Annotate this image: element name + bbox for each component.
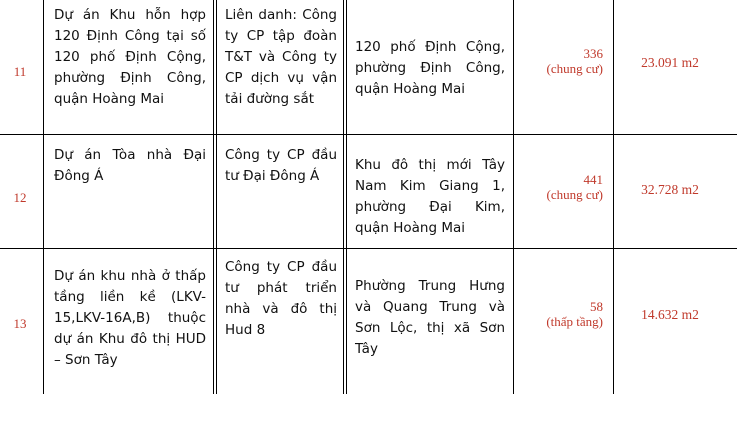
investor-name: Liên danh: Công ty CP tập đoàn T&T và Công ty CP dịch vụ vận tải đường sắt <box>225 7 337 107</box>
row-divider <box>0 248 737 249</box>
unit-count <box>523 299 603 329</box>
unit-count-value: 441 <box>583 172 603 187</box>
row-divider <box>0 134 737 135</box>
project-location: Khu đô thị mới Tây Nam Kim Giang 1, phường Đại Kim, quận Hoàng Mai <box>355 157 505 236</box>
unit-count-value: 58 <box>590 299 603 314</box>
column-divider <box>43 0 44 394</box>
column-divider <box>513 0 514 394</box>
row-number: 12 <box>13 190 27 205</box>
land-area: 23.091 m2 <box>641 55 699 70</box>
unit-count <box>523 172 603 202</box>
column-divider <box>213 0 217 394</box>
project-name: Dự án Khu hỗn hợp 120 Định Công tại số 120 phố Định Cộng, phường Định Công, quận Hoàng Mai <box>54 7 206 107</box>
project-name: Dự án Tòa nhà Đại Đông Á <box>54 147 206 184</box>
investor-name: Công ty CP đầu tư Đại Đông Á <box>225 147 337 184</box>
project-location: Phường Trung Hưng và Quang Trung và Sơn Lộc, thị xã Sơn Tây <box>355 278 505 357</box>
land-area: 32.728 m2 <box>641 182 699 197</box>
land-area: 14.632 m2 <box>641 307 699 322</box>
unit-type: (chung cư) <box>546 187 603 202</box>
unit-type: (thấp tầng) <box>546 314 603 329</box>
row-number: 13 <box>13 316 27 331</box>
unit-count-value: 336 <box>583 46 603 61</box>
project-name: Dự án khu nhà ở thấp tầng liền kề (LKV-15,LKV-16A,B) thuộc dự án Khu đô thị HUD – Sơn Tây <box>54 268 206 368</box>
investor-name: Công ty CP đầu tư phát triển nhà và đô thị Hud 8 <box>225 259 337 338</box>
row-number: 11 <box>13 64 27 79</box>
column-divider <box>343 0 347 394</box>
project-location: 120 phố Định Cộng, phường Định Công, quận Hoàng Mai <box>355 39 505 97</box>
unit-type: (chung cư) <box>546 61 603 76</box>
unit-count <box>523 46 603 76</box>
